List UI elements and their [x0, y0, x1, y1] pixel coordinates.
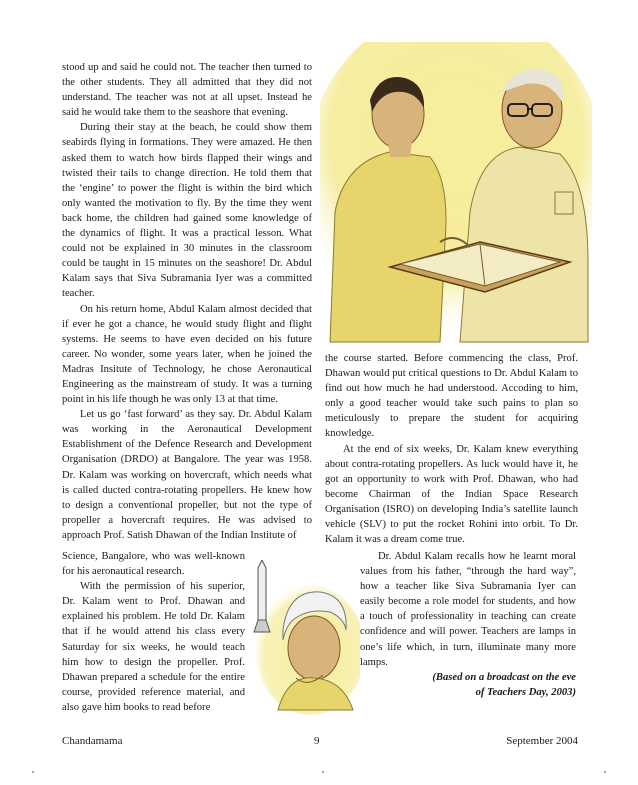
paragraph: Dr. Abdul Kalam recalls how he learnt moral values from his father, “through the hard way”, how a teacher like Siva Subramania Iyer can easily become a role model for students, and how a touch of professionality in teaching can create confidence and will power. Teachers are lamps in one’s life which, in turn, illuminate many more lamps.: [360, 551, 576, 668]
credit-line: of Teachers Day, 2003): [475, 686, 576, 698]
paragraph: stood up and said he could not. The teacher then turned to the other students. They all admitted that they did not understand. The teacher was not at all upset. Instead he said he would take them to the seashore that evening.: [62, 62, 312, 119]
paragraph: the course started. Before commencing the class, Prof. Dhawan would put critical questions to Dr. Abdul Kalam to find out how much he had understood. Accoding to him, only a good teacher would take such pains to plan so meticulously to prepare the student for acquiring knowledge.: [325, 353, 578, 440]
crop-mark: [32, 771, 34, 773]
paragraph: Science, Bangalore, who was well-known for his aeronautical research.: [62, 551, 245, 578]
crop-mark: [322, 771, 324, 773]
footer-page-number: 9: [314, 735, 320, 747]
kalam-portrait-illustration: [248, 560, 360, 715]
left-wrap-column: [62, 549, 245, 715]
right-column: [325, 351, 578, 547]
paragraph: With the permission of his superior, Dr. Kalam went to Prof. Dhawan and explained his problem. He told Dr. Kalam that if he would attend his class every Saturday for six weeks, he would teach him how to design the propeller. Prof. Dhawan prepared a schedule for the entire course, provided reference material, and also gave him books to read before: [62, 581, 245, 713]
paragraph: On his return home, Abdul Kalam almost decided that if ever he got a chance, he would study flight and flight systems. He seems to have even decided on his future career. No wonder, some years later, when he joined the Madras Insitute of Technology, he chose Aeronautical Engineering as the mainstream of study. It was a turning point in his life though he was only 13 at that time.: [62, 303, 312, 406]
credit-line: (Based on a broadcast on the eve: [432, 671, 576, 683]
left-column: [62, 60, 312, 543]
teachers-illustration: [320, 42, 592, 347]
paragraph: Let us go ‘fast forward’ as they say. Dr. Abdul Kalam was working in the Aeronautical Development Establishment of the Defence Research and Development Organisation (DRDO) at Bangalore. The year was 1958. Dr. Kalam was working on hovercraft, which needs what is called ducted contra-rotating propellers. He knew how to design a conventional propeller, but not the type of propeller a hovercraft requires. He was advised to approach Prof. Satish Dhawan of the Indian Institute of: [62, 409, 312, 541]
right-wrap-column: [360, 549, 576, 700]
footer-date: September 2004: [506, 735, 578, 747]
paragraph: During their stay at the beach, he could show them seabirds flying in formations. They were amazed. He then asked them to watch how birds flapped their wings and twisted their tails to change direction. He told them that the ‘engine’ to power the flight is within the bird which only wanted the motivation to fly. By the time they went back home, the children had gained some knowledge of the dynamics of flight. It was a practical lesson. What could not be explained in 30 minutes in the classroom could be taught in 15 minutes on the seashore! Dr. Abdul Kalam says that Siva Subramania Iyer was a committed teacher.: [62, 122, 312, 300]
paragraph: At the end of six weeks, Dr. Kalam knew everything about contra-rotating propellers. As luck would have it, he got an opportunity to work with Prof. Dhawan, who had become Chairman of the Indian Space Research Organisation (ISRO) on developing India’s satellite launch vehicle (SLV) to put the rocket Rohini into orbit. To Dr. Kalam it was a dream come true.: [325, 443, 578, 546]
crop-mark: [604, 771, 606, 773]
footer-publication: Chandamama: [62, 735, 123, 747]
